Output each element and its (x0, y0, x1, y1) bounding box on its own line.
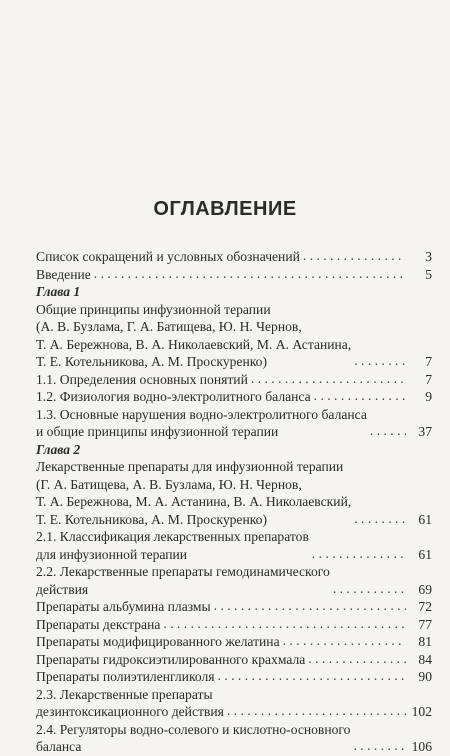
leader-dots (308, 650, 406, 668)
chapter-authors-line: Т. Е. Котельникова, А. М. Проскуренко) (36, 354, 267, 369)
toc-page-number: 61 (418, 511, 432, 527)
toc-page-number: 7 (425, 371, 432, 387)
section-title-line: 2.1. Классификация лекарственных препаратов (36, 529, 309, 544)
toc-entry-dextran[interactable] (36, 616, 432, 634)
table-of-contents (36, 248, 432, 756)
page-title: ОГЛАВЛЕНИЕ (153, 198, 297, 220)
toc-entry-text (36, 406, 367, 441)
section-title-line: 2.4. Регуляторы водно-солевого и кислотно-основного (36, 721, 351, 737)
leader-dots (283, 632, 406, 650)
toc-page-number: 106 (411, 739, 432, 754)
chapter-1-heading: Глава 1 (36, 284, 81, 299)
leader-dots (314, 387, 406, 405)
leader-dots (214, 597, 406, 615)
toc-page-number: 5 (425, 266, 432, 282)
toc-entry-text (36, 528, 309, 563)
section-title-line: и общие принципы инфузионной терапии (36, 424, 279, 439)
toc-entry-2-1[interactable] (36, 528, 432, 563)
toc-page-number: 61 (418, 546, 432, 562)
toc-entry-text: 1.1. Определения основных понятий (36, 371, 248, 387)
toc-entry-albumin[interactable] (36, 598, 432, 616)
toc-entry-text (36, 458, 351, 528)
leader-dots (251, 370, 406, 388)
toc-entry-introduction[interactable] (36, 266, 432, 284)
chapter-2-heading: Глава 2 (36, 441, 81, 457)
chapter-title-line: Лекарственные препараты для инфузионной терапии (36, 459, 344, 474)
leader-dots (354, 510, 406, 528)
toc-page-number: 69 (418, 581, 432, 597)
toc-page-number: 72 (418, 599, 432, 614)
toc-entry-text: Препараты альбумина плазмы (36, 599, 211, 614)
toc-entry-text (36, 686, 224, 721)
leader-dots (353, 737, 406, 755)
toc-page-number: 7 (425, 354, 432, 369)
toc-entry-1-3[interactable] (36, 406, 432, 441)
section-title-line: для инфузионной терапии (36, 546, 188, 562)
toc-entry-2-3[interactable] (36, 686, 432, 721)
chapter-authors-line: Т. Е. Котельникова, А. М. Проскуренко) (36, 511, 267, 527)
chapter-authors-line: Т. А. Бережнова, В. А. Николаевский, М. А. Астанина, (36, 336, 352, 352)
toc-page-number: 102 (411, 704, 432, 719)
leader-dots (94, 265, 406, 283)
leader-dots (370, 422, 406, 440)
leader-dots (163, 615, 406, 633)
toc-entry-text: Список сокращений и условных обозначений (36, 249, 300, 264)
section-title-line: 2.2. Лекарственные препараты гемодинамического (36, 564, 330, 579)
toc-entry-text (36, 301, 351, 371)
toc-page-number: 81 (418, 634, 432, 649)
toc-entry-2-4[interactable] (36, 721, 432, 756)
section-title-line: 1.3. Основные нарушения водно-электролитного баланса (36, 406, 367, 422)
toc-entry-text: 1.2. Физиология водно-электролитного баланса (36, 389, 311, 404)
leader-dots (227, 702, 406, 720)
toc-entry-text: Введение (36, 266, 91, 282)
toc-page-number: 77 (418, 616, 432, 632)
toc-page-number: 3 (425, 249, 432, 264)
leader-dots (354, 352, 406, 370)
toc-entry-abbreviations[interactable] (36, 248, 432, 266)
toc-entry-1-2[interactable] (36, 388, 432, 406)
toc-page-number: 90 (418, 669, 432, 684)
toc-entry-text (36, 563, 330, 598)
toc-entry-text: Препараты полиэтиленгликоля (36, 669, 215, 684)
chapter-authors-line: (Г. А. Батищева, А. В. Бузлама, Ю. Н. Чернов, (36, 476, 302, 492)
toc-entry-chapter-2[interactable] (36, 458, 432, 528)
toc-entry-2-2[interactable] (36, 563, 432, 598)
leader-dots (333, 580, 406, 598)
toc-entry-1-1[interactable] (36, 371, 432, 389)
toc-entry-text (36, 721, 350, 756)
toc-page-number: 84 (418, 651, 432, 667)
section-title-line: 2.3. Лекарственные препараты (36, 686, 213, 702)
toc-entry-text: Препараты декстрана (36, 616, 161, 632)
section-title-line: действия (36, 581, 89, 597)
chapter-authors-line: (А. В. Бузлама, Г. А. Батищева, Ю. Н. Чернов, (36, 319, 302, 334)
chapter-title-line: Общие принципы инфузионной терапии (36, 301, 271, 317)
section-title-line: баланса (36, 739, 82, 754)
toc-entry-text: Препараты гидроксиэтилированного крахмала (36, 651, 306, 667)
toc-entry-chapter-1[interactable] (36, 301, 432, 371)
toc-entry-gelatin[interactable] (36, 633, 432, 651)
leader-dots (303, 247, 406, 265)
toc-entry-peg[interactable] (36, 668, 432, 686)
toc-page-number: 9 (425, 389, 432, 404)
leader-dots (218, 667, 406, 685)
leader-dots (312, 545, 406, 563)
toc-page-number: 37 (418, 424, 432, 439)
toc-entry-starch[interactable] (36, 651, 432, 669)
chapter-authors-line: Т. А. Бережнова, М. А. Астанина, В. А. Николаевский, (36, 494, 352, 509)
section-title-line: дезинтоксикационного действия (36, 704, 224, 719)
toc-entry-text: Препараты модифицированного желатина (36, 634, 280, 649)
